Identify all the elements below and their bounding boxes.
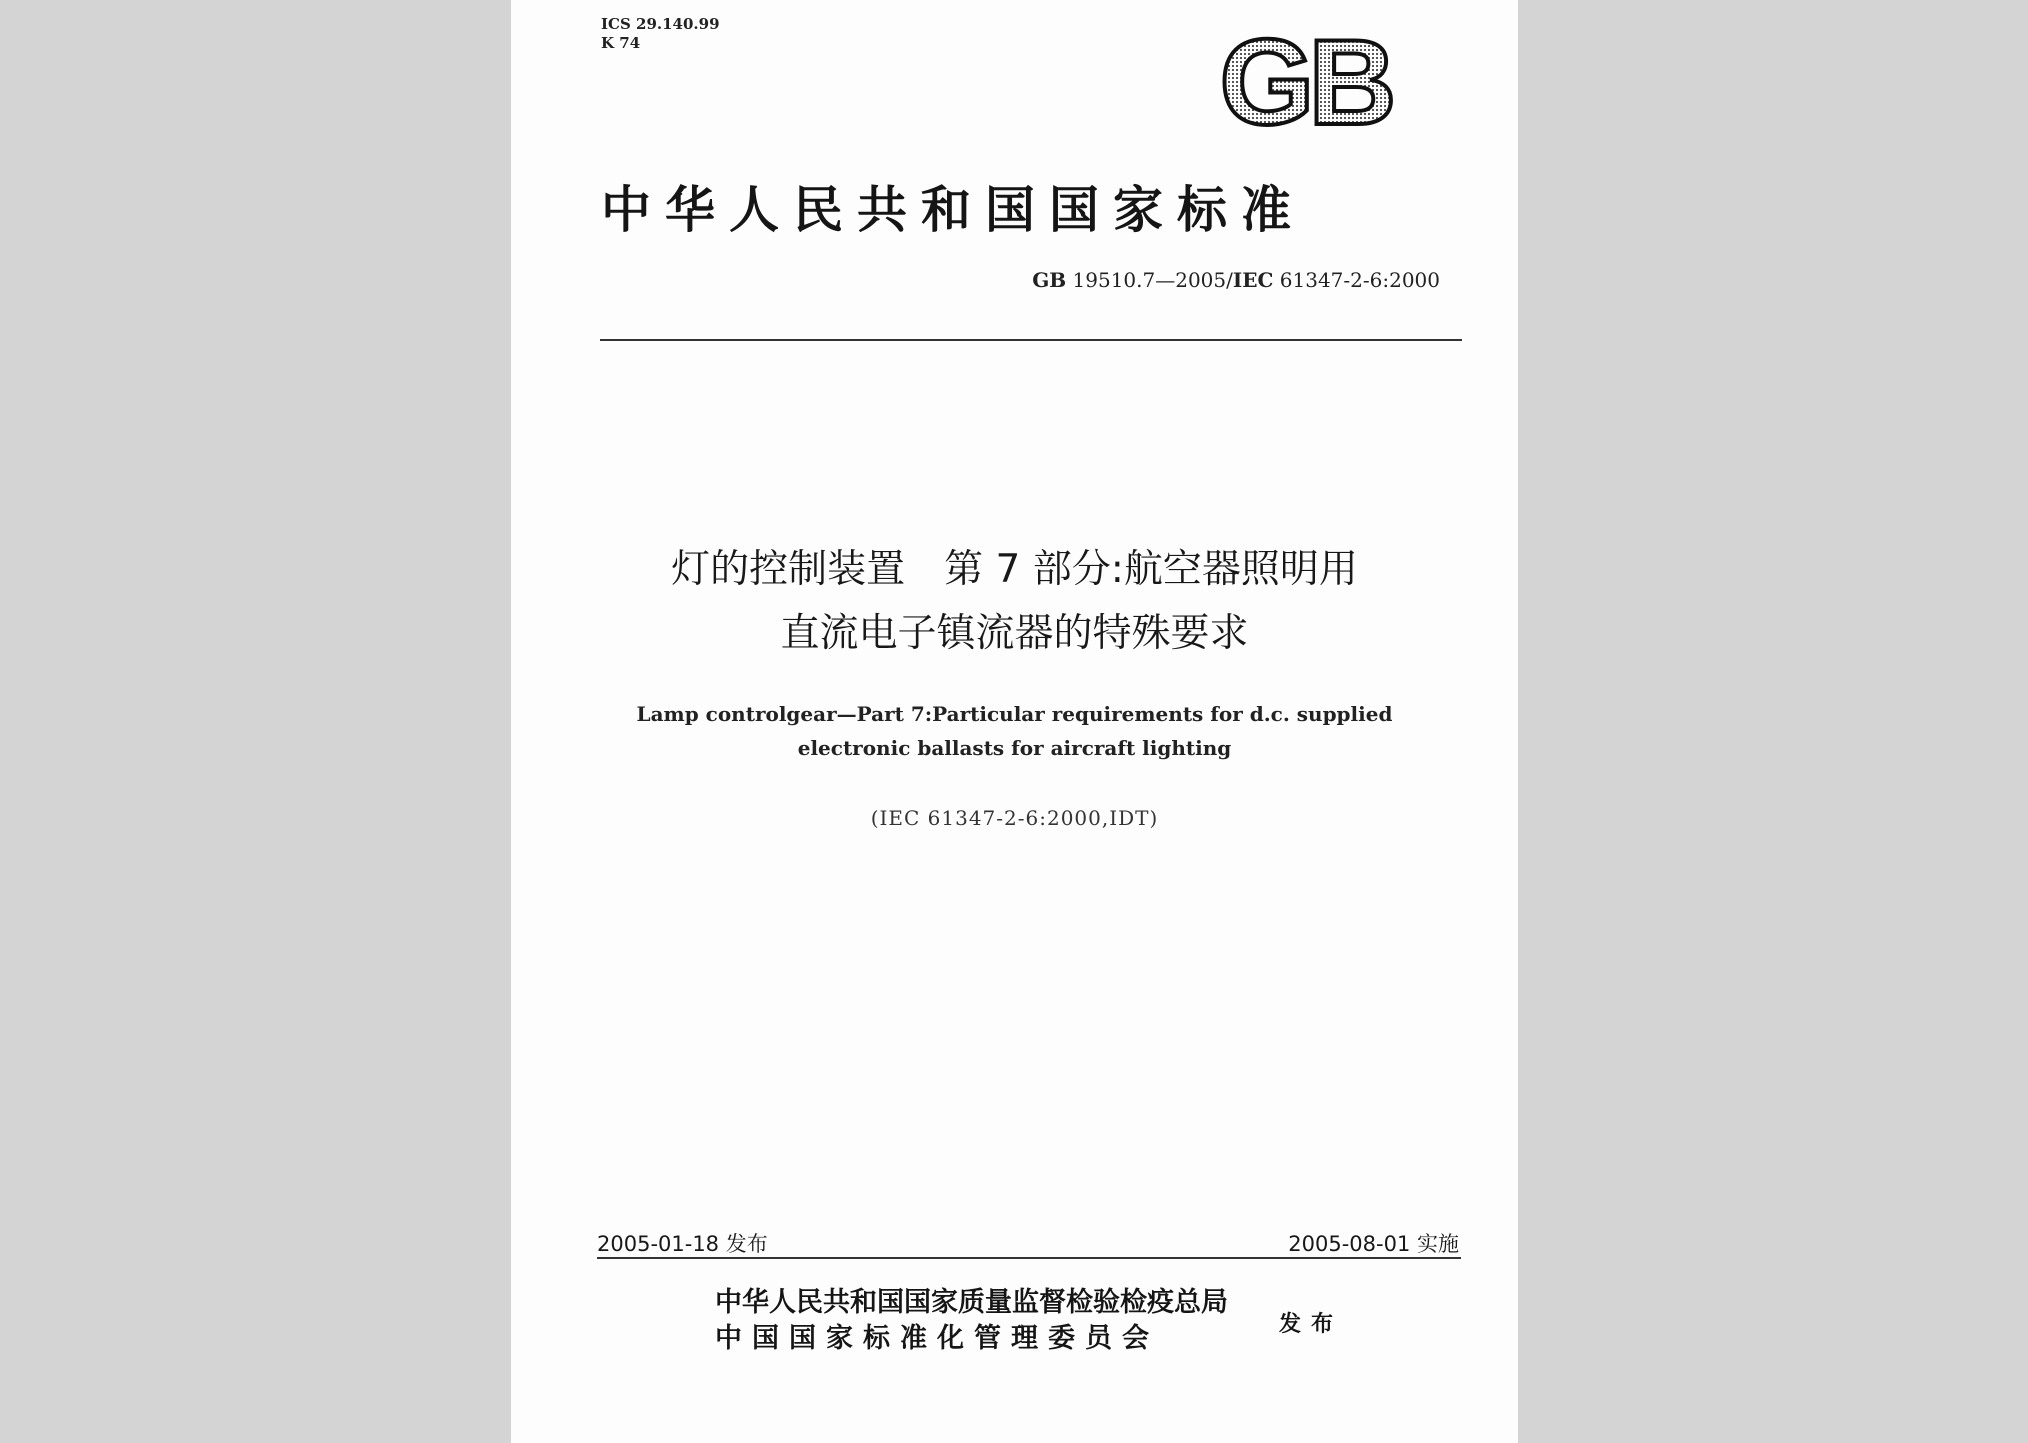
iec-code: 61347-2-6:2000 — [1279, 268, 1440, 292]
gb-logo-text: GB — [1219, 28, 1391, 134]
issue-date: 2005-01-18 发布 — [597, 1232, 768, 1256]
document-page — [511, 0, 1518, 1443]
implementation-date: 2005-08-01 实施 — [1288, 1232, 1459, 1256]
issuer-line-1: 中华人民共和国国家质量监督检验检疫总局 — [715, 1287, 1228, 1318]
ics-code: ICS 29.140.99 — [601, 15, 720, 33]
chinese-title — [511, 538, 1518, 666]
iec-prefix: IEC — [1232, 268, 1274, 292]
standard-prefix: GB — [1032, 268, 1067, 292]
country-standard-title: 中华人民共和国国家标准 — [601, 181, 1305, 239]
gb-logo — [1199, 28, 1411, 134]
header-divider — [600, 339, 1462, 341]
standard-number — [1032, 268, 1440, 292]
publish-label: 发布 — [1279, 1312, 1344, 1337]
ccs-code: K 74 — [601, 34, 641, 52]
english-title-line-1: Lamp controlgear—Part 7:Particular requirements for d.c. supplied — [636, 702, 1393, 726]
chinese-title-line-1: 灯的控制装置 第 7 部分:航空器照明用 — [671, 547, 1358, 592]
equivalence-note: (IEC 61347-2-6:2000,IDT) — [870, 806, 1159, 830]
issuer-line-2: 中国国家标准化管理委员会 — [715, 1323, 1159, 1354]
chinese-title-line-2: 直流电子镇流器的特殊要求 — [780, 611, 1249, 656]
english-title-line-2: electronic ballasts for aircraft lighting — [797, 736, 1232, 760]
classification-codes — [601, 15, 720, 53]
issuing-organizations — [715, 1285, 1228, 1357]
standard-code: 19510.7—2005/ — [1072, 268, 1233, 292]
footer-divider — [597, 1257, 1461, 1259]
english-title — [511, 697, 1518, 765]
